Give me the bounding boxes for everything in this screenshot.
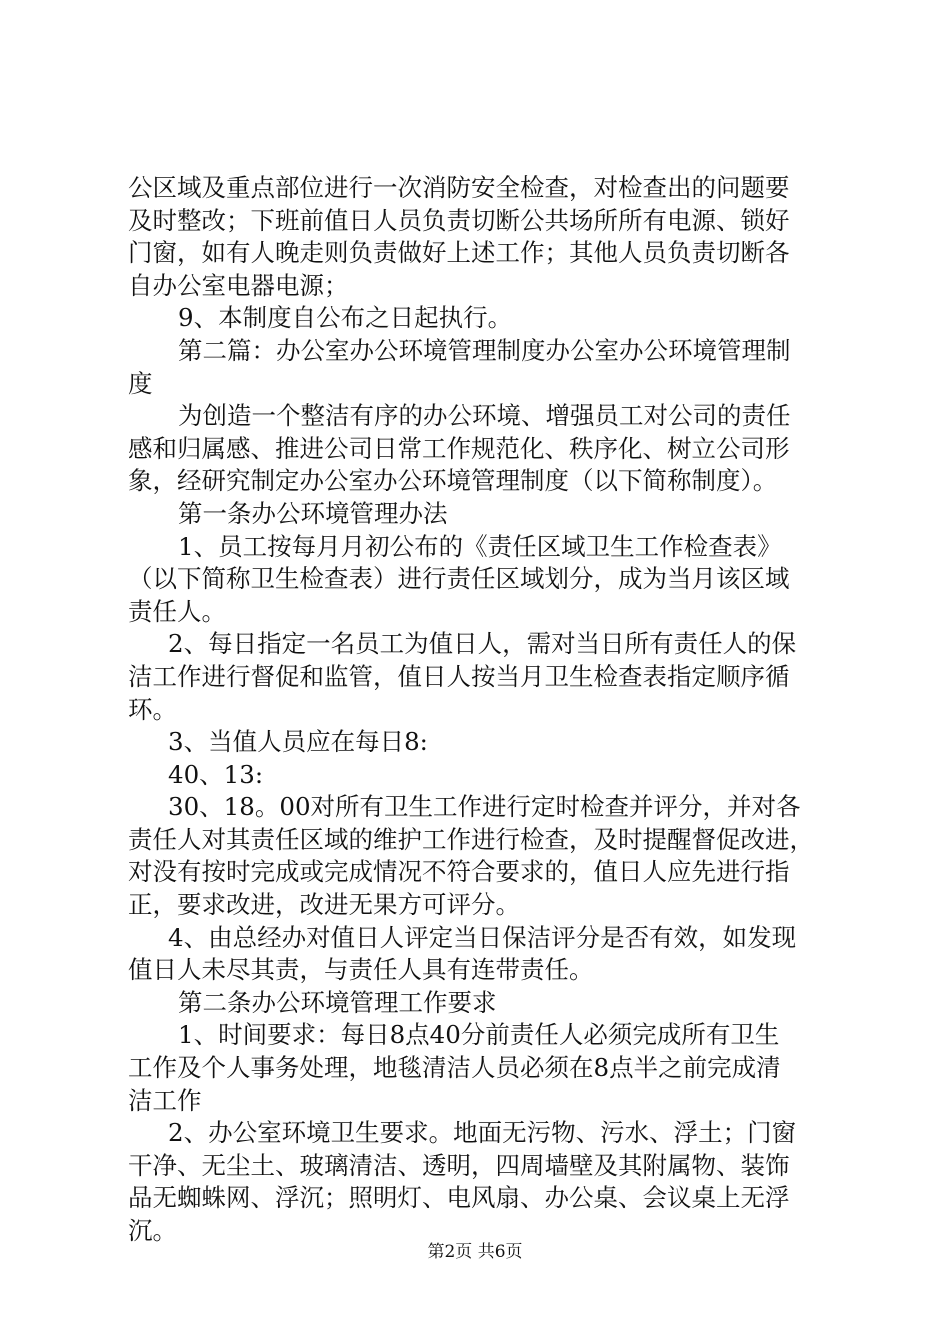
- page-footer: [0, 1240, 950, 1264]
- paragraph-line: 自办公室电器电源；: [128, 270, 349, 300]
- paragraph-line: 洁工作进行督促和监管，值日人按当月卫生检查表指定顺序循: [128, 661, 790, 691]
- paragraph-line: 3、当值人员应在每日8:: [168, 727, 428, 757]
- document-body: [128, 172, 840, 1248]
- article-heading: 第二条办公环境管理工作要求: [178, 987, 497, 1017]
- paragraph-line: 公区域及重点部位进行一次消防安全检查，对检查出的问题要: [128, 173, 790, 202]
- paragraph-line: 1、员工按每月月初公布的《责任区域卫生工作检查表》: [178, 531, 782, 561]
- paragraph-line: 品无蜘蛛网、浮沉；照明灯、电风扇、办公桌、会议桌上无浮: [128, 1183, 790, 1213]
- paragraph-line: 对没有按时完成或完成情况不符合要求的，值日人应先进行指: [128, 857, 790, 887]
- paragraph-line: 干净、无尘土、玻璃清洁、透明，四周墙壁及其附属物、装饰: [128, 1150, 790, 1180]
- paragraph-line: 感和归属感、推进公司日常工作规范化、秩序化、树立公司形: [128, 433, 790, 463]
- section-heading-continued: 度: [128, 368, 153, 398]
- paragraph-line: 工作及个人事务处理，地毯清洁人员必须在8点半之前完成清: [128, 1053, 781, 1083]
- paragraph-line: 门窗，如有人晚走则负责做好上述工作；其他人员负责切断各: [128, 238, 790, 268]
- paragraph-line: （以下简称卫生检查表）进行责任区域划分，成为当月该区域: [128, 564, 790, 594]
- paragraph-line: 1、时间要求：每日8点40分前责任人必须完成所有卫生: [178, 1020, 780, 1050]
- section-heading: 第二篇：办公室办公环境管理制度办公室办公环境管理制: [178, 335, 791, 365]
- paragraph-line: 为创造一个整洁有序的办公环境、增强员工对公司的责任: [178, 401, 791, 431]
- paragraph-line: 沉。: [128, 1216, 177, 1245]
- paragraph-line: 40、13:: [168, 759, 264, 789]
- article-heading: 第一条办公环境管理办法: [178, 498, 448, 528]
- paragraph-line: 30、18。00对所有卫生工作进行定时检查并评分，并对各: [168, 792, 801, 822]
- paragraph-line: 洁工作: [128, 1085, 202, 1115]
- paragraph-line: 责任人。: [128, 596, 226, 626]
- paragraph-line: 及时整改；下班前值日人员负责切断公共场所所有电源、锁好: [128, 205, 790, 235]
- paragraph-line: 责任人对其责任区域的维护工作进行检查，及时提醒督促改进，: [128, 824, 814, 854]
- paragraph-line: 2、办公室环境卫生要求。地面无污物、污水、浮土；门窗: [168, 1118, 797, 1148]
- paragraph-line: 正，要求改进，改进无果方可评分。: [128, 890, 520, 920]
- paragraph-line: 值日人未尽其责，与责任人具有连带责任。: [128, 955, 594, 985]
- paragraph-line: 象，经研究制定办公室办公环境管理制度（以下简称制度）。: [128, 466, 778, 496]
- page-number: 第2页 共6页: [427, 1242, 523, 1262]
- paragraph-line: 环。: [128, 694, 177, 724]
- paragraph-line: 9、本制度自公布之日起执行。: [178, 303, 513, 333]
- paragraph-line: 4、由总经办对值日人评定当日保洁评分是否有效，如发现: [168, 922, 797, 952]
- paragraph-line: 2、每日指定一名员工为值日人，需对当日所有责任人的保: [168, 629, 797, 659]
